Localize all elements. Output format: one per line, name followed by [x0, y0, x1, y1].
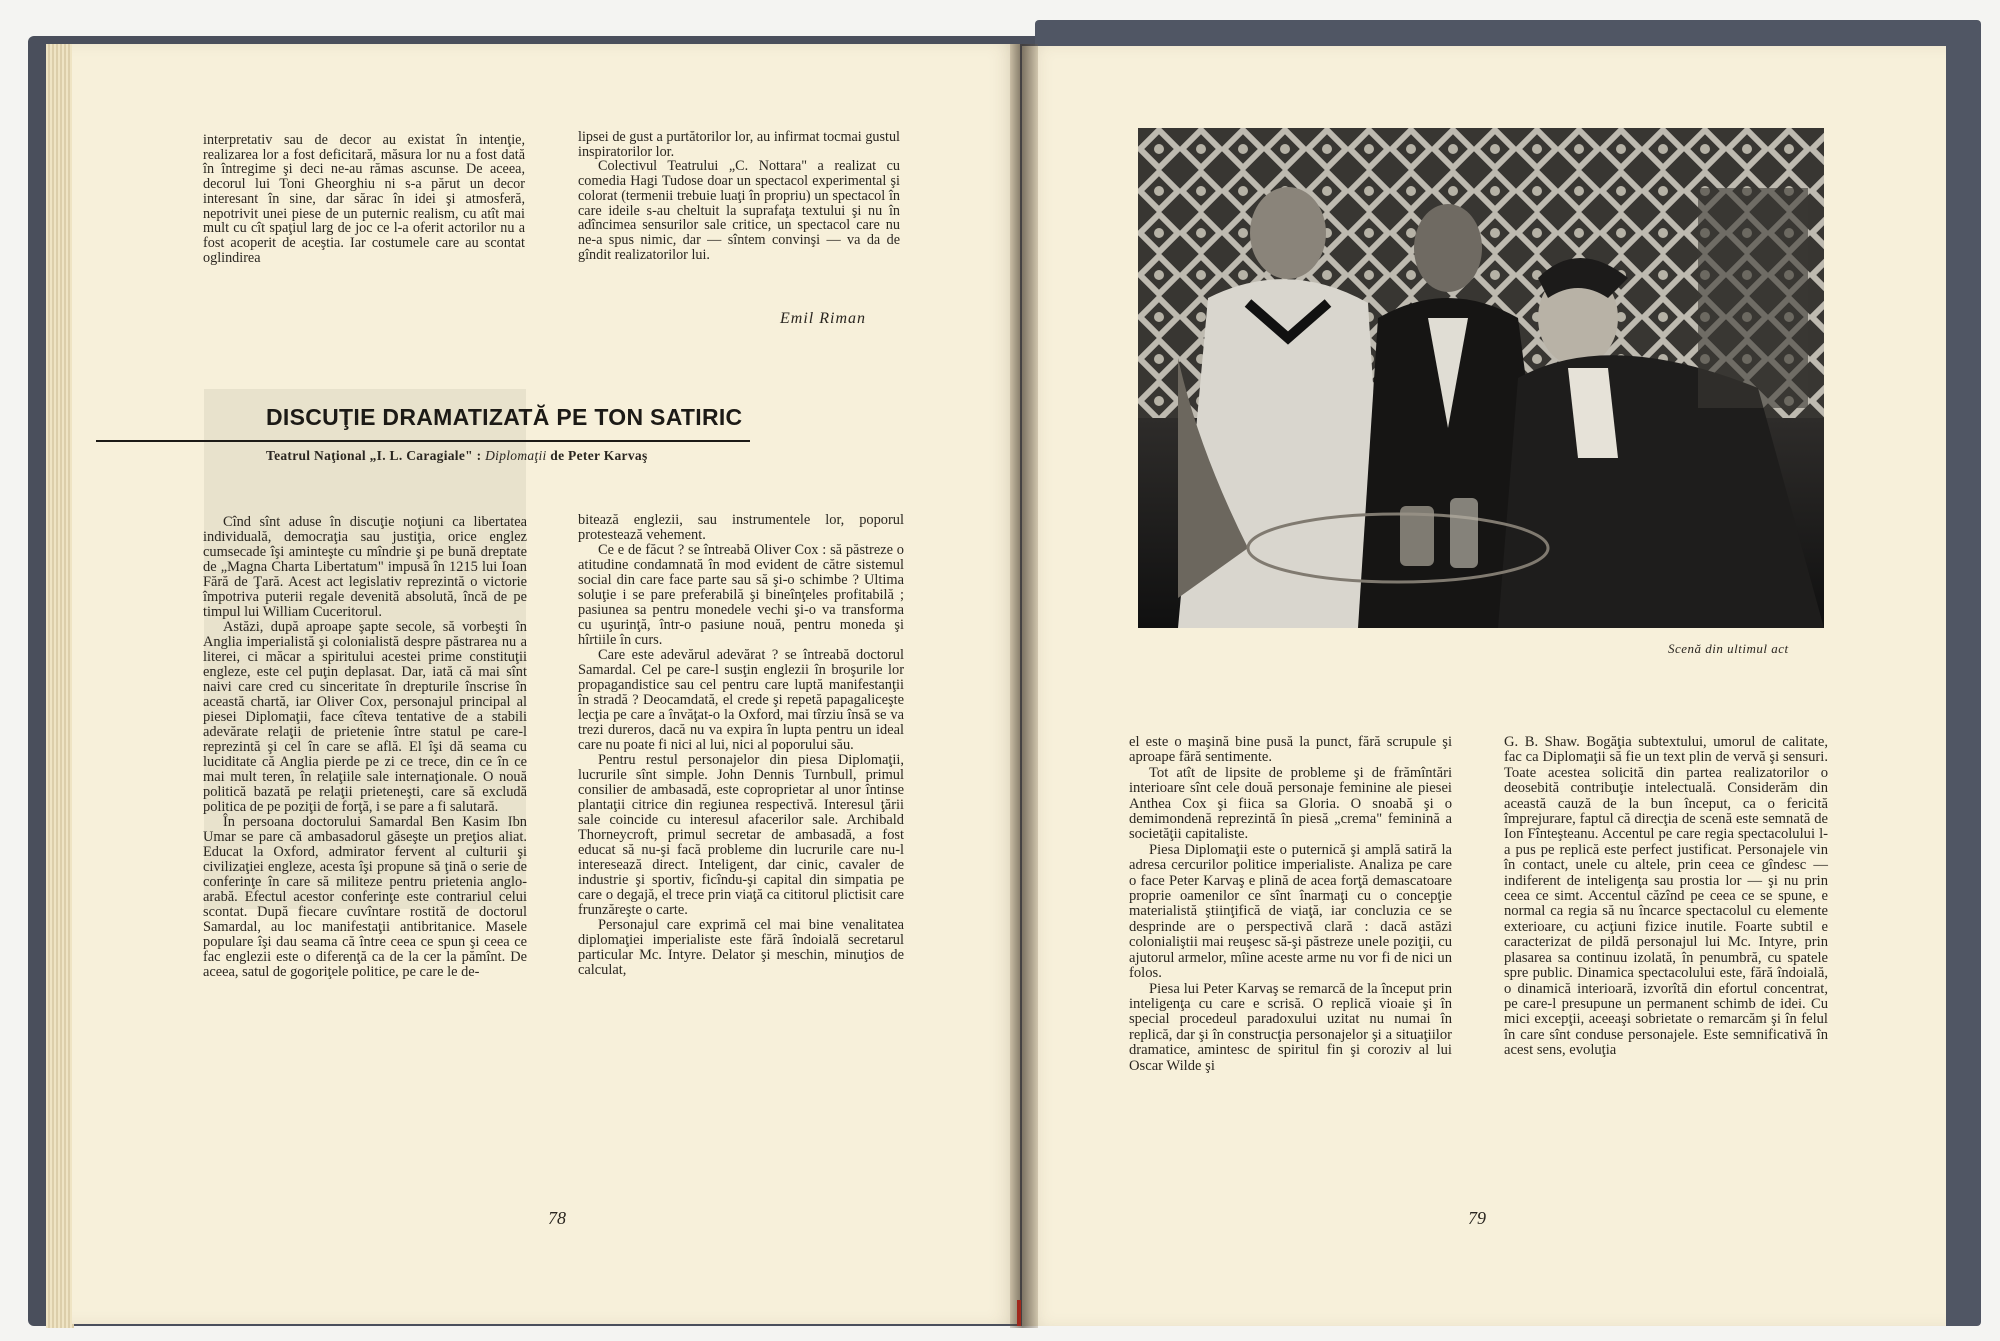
right-col1: [1129, 735, 1452, 1074]
paragraph: bitează englezii, sau instrumentele lor, poporul protestează vehement.: [578, 512, 904, 543]
article-subheading: [266, 448, 648, 464]
scene-photo-image: [1138, 128, 1824, 628]
paragraph: interpretativ sau de decor au existat în intenţie, realizarea lor a fost deficitară, măsura lor nu a fost dată în întregime şi deci ne-au rămas ascunse. De aceea, decorul lui Toni Gheorghiu ni s-a părut un decor interesant în sine, dar sărac în idei şi atmosferă, nepotrivit unei piese de un puternic realism, cu atît mai mult cu cît spaţiul larg de joc ce l-a oferit actorilor nu a fost acoperit de aceştia. Iar costumele care au scontat oglindirea: [203, 132, 525, 266]
paragraph: el este o maşină bine pusă la punct, fără scrupule şi aproape fără sentimente.: [1129, 734, 1452, 766]
paragraph: Pentru restul personajelor din piesa Diplomaţii, lucrurile sînt simple. John Dennis Turnbull, primul consilier de ambasadă, este coproprietar al unor întinse plantaţii citrice din regiunea respectivă. Interesul ţării sale coincide cu interesul afacerilor sale. Archibald Thorneycroft, primul secretar de ambasadă, a fost educat să nu-şi facă probleme din lucrurile care nu-l interesează direct. Inteligent, dar cinic, cavaler de industrie şi sportiv, ficîndu-şi capital din simpatia pe care o degajă, el trece prin viaţă ca cititorul plictisit care frunzăreşte o carte.: [578, 752, 904, 918]
headline-rule: [96, 440, 750, 442]
left-body-col2: [578, 513, 904, 978]
left-top-col2: [578, 130, 900, 262]
paragraph: În persoana doctorului Samardal Ben Kasim Ibn Umar se pare că ambasadorul găseşte un preţios aliat. Educat la Oxford, admirator fervent al culturii şi civilizaţiei engleze, acesta îşi propune să ţină o serie de conferinţe în care să militeze pentru prietenia anglo-arabă. Efectul acestor conferinţe este contrariul celui scontat. După fiecare cuvîntare rostită de doctorul Samardal, au loc manifestaţii antibritanice. Masele populare îşi dau seama că între ceea ce spun şi ceea ce fac englezii este o diferenţă ca de la cer la pămînt. De aceea, satul de gogoriţele politice, pe care le de-: [203, 814, 527, 980]
photo-caption: Scenă din ultimul act: [1668, 641, 1789, 656]
subhead-play: Diplomaţii: [485, 448, 547, 463]
paragraph: Colectivul Teatrului „C. Nottara" a realizat cu comedia Hagi Tudose doar un spectacol experimental şi colorat (termenii trebuie luaţi în propriu) un spectacol în care ideile s-au cheltuit la suprafaţa textului şi nu în adîncimea sensurilor sale critice, un spectacol care nu ne-a spus nimic, dar — sîntem convinşi — va da de gîndit realizatorilor lui.: [578, 158, 900, 263]
page-number: 78: [548, 1208, 566, 1228]
scene-photo: [1138, 128, 1824, 628]
book-spine: [1010, 44, 1038, 1328]
paragraph: lipsei de gust a purtătorilor lor, au infirmat tocmai gustul inspiratorilor lor.: [578, 129, 900, 160]
subhead-theatre: Teatrul Naţional „I. L. Caragiale" :: [266, 448, 486, 463]
author-signature: Emil Riman: [780, 310, 866, 327]
article-headline: DISCUŢIE DRAMATIZATĂ PE TON SATIRIC: [266, 404, 743, 430]
left-top-col1: [203, 133, 525, 265]
paragraph: G. B. Shaw. Bogăţia subtextului, umorul de calitate, fac ca Diplomaţii să fie un text plin de vervă şi sensuri. Toate acestea solicită din partea realizatorilor o deosebită contribuţie intelectuală. Considerăm din această cauză de la bun început, ca o fericită împrejurare, faptul că direcţia de scenă este semnată de Ion Fînteşteanu. Accentul pe care regia spectacolului l-a pus pe replică este perfect justificat. Personajele vin în contact, unele cu altele, prin ceea ce gîndesc — indiferent de inteligenţa sau prostia lor — şi nu prin ceea ce simt. Accentul căzînd pe ceea ce se spune, e normal ca regia să nu încarce spectacolul cu elemente exterioare, cu acţiuni fizice inutile. Foarte subtil e caracterizat de pildă personajul lui Mc. Intyre, prin plasarea sa continuu izolată, în penumbră, cu spatele spre public. Dinamica spectacolului este, fără îndoială, o dinamică interioară, izvorîtă din efortul concentrat, pe care-l presupune un permanent schimb de idei. Cu mici excepţii, aceeaşi sobrietate o remarcăm şi în felul în care sînt conduse personajele. Este semnificativă în acest sens, evoluţia: [1504, 734, 1828, 1059]
paragraph: Astăzi, după aproape şapte secole, să vorbeşti în Anglia imperialistă şi colonialistă despre păstrarea nu a literei, ci măcar a spiritului acestei prime constituţii engleze, este cel puţin deplasat. Dar, iată că mai sînt naivi care cred cu sinceritate în drepturile înscrise în această chartă, iar Oliver Cox, personajul principal al piesei Diplomaţii, face cîteva tentative de a stabili adevărate relaţii de prietenie între statul pe care-l reprezintă şi cel în care se află. El îşi dă seama cu luciditate că Anglia pierde pe zi ce trece, din ce în ce mai mult teren, în relaţiile sale internaţionale. O nouă politică bazată pe relaţii prieteneşti, care să excludă politica de pe poziţii de forţă, i se pare a fi salutară.: [203, 619, 527, 815]
paragraph: Personajul care exprimă cel mai bine venalitatea diplomaţiei imperialiste este fără îndoială secretarul particular Mc. Intyre. Delator şi meschin, minuţios de calculat,: [578, 917, 904, 978]
paragraph: Ce e de făcut ? se întreabă Oliver Cox : să păstreze o atitudine condamnată în mod evident de către sistemul social din care face parte sau să şi-o schimbe ? Ultima soluţie i se pare preferabilă şi bineînţeles profitabilă ; pasiunea sa pentru monedele vechi şi-o va transforma cu uşurinţă, într-o pasiune nouă, pentru moneda şi hîrtiile în curs.: [578, 542, 904, 648]
paragraph: Cînd sînt aduse în discuţie noţiuni ca libertatea individuală, democraţia sau justiţia, orice englez cumsecade îşi aminteşte cu mîndrie şi pe bună dreptate de „Magna Charta Libertatum" impusă în 1215 lui Ioan Fără de Ţară. Acest act legislativ reprezintă o victorie împotriva puterii regale devenită absolută, încă de pe timpul lui William Cuceritorul.: [203, 514, 527, 620]
bookmark-ribbon: [1017, 1300, 1021, 1326]
page-edges: [46, 44, 74, 1328]
paragraph: Piesa Diplomaţii este o puternică şi amplă satiră la adresa cercurilor politice imperialiste. Analiza pe care o face Peter Karvaş e plină de acea forţă demascatoare proprie oamenilor ce sînt înarmaţi cu o concepţie materialistă ştiinţifică de viaţă, iar concluzia ce se desprinde are o perspectivă clară : dacă astăzi colonialiştii mai reuşesc să-şi păstreze unele poziţii, cu ajutorul armelor, mîine aceste arme nu vor fi de nici un folos.: [1129, 841, 1452, 982]
paragraph: Piesa lui Peter Karvaş se remarcă de la început prin inteligenţa cu care e scrisă. O replică vioaie şi în special procedeul paradoxului uzitat nu numai în replică, dar şi în construcţia personajelor şi a situaţiilor dramatice, amintesc de spiritul fin şi coroziv al lui Oscar Wilde şi: [1129, 980, 1452, 1074]
paragraph: Tot atît de lipsite de probleme şi de frămîntări interioare sînt cele două personaje feminine ale piesei Anthea Cox şi fiica sa Gloria. O snoabă şi o demimondenă reprezintă în piesă „crema" feminină a societăţii capitaliste.: [1129, 764, 1452, 843]
subhead-author: de Peter Karvaş: [546, 448, 648, 463]
paragraph: Care este adevărul adevărat ? se întreabă doctorul Samardal. Cel pe care-l susţin englezii în broşurile lor propagandistice sau cel pentru care luptă manifestanţii în stradă ? Deocamdată, el crede şi repetă papagaliceşte lecţia pe care a învăţat-o la Oxford, mai tîrziu însă se va trezi dureros, dacă nu va expira în lupta pentru un ideal care nu poate fi nici al lui, nici al poporului său.: [578, 647, 904, 753]
page-number: 79: [1468, 1208, 1486, 1228]
right-col2: [1504, 735, 1828, 1059]
left-body-col1: [203, 515, 527, 980]
